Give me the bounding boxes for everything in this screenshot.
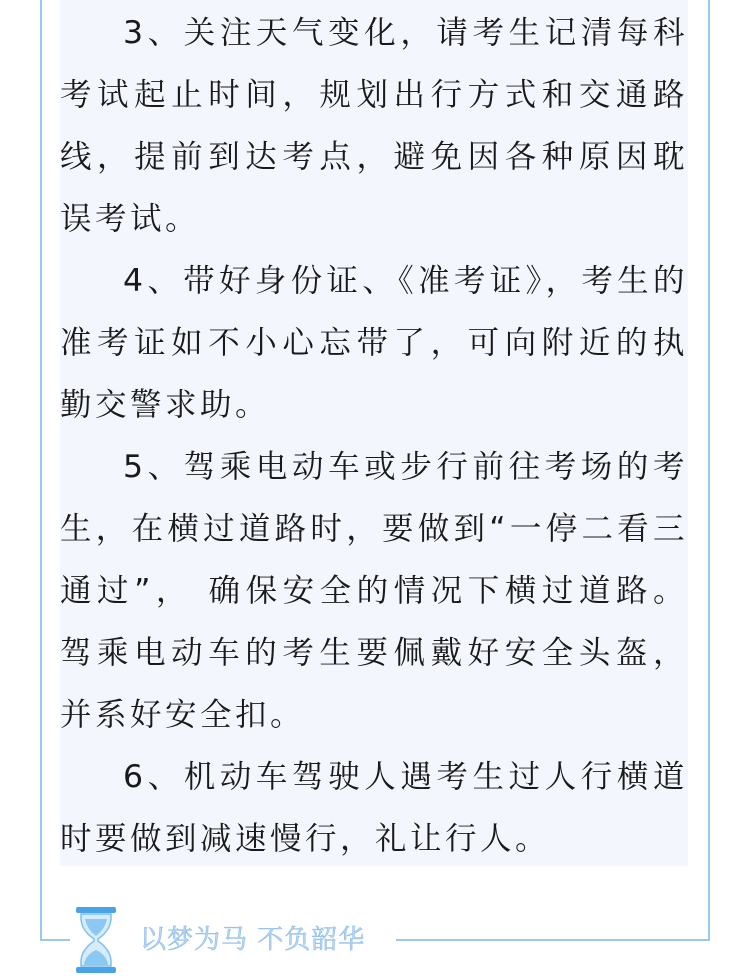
footer-divider-left <box>40 939 70 941</box>
article-text <box>60 0 688 870</box>
frame-left-border <box>40 0 42 940</box>
paragraph-drivers: 6、机动车驾驶人遇考生过人行横道时要做到减速慢行，礼让行人。 <box>60 759 688 857</box>
footer-slogan: 以梦为马 不负韶华 <box>140 925 366 955</box>
paragraph-crossing: 5、驾乘电动车或步行前往考场的考生，在横过道路时，要做到“一停二看三通过”， 确保安全的情况下横过道路。驾乘电动车的考生要佩戴好安全头盔，并系好安全扣。 <box>60 449 688 733</box>
footer-divider-right <box>396 939 710 941</box>
article-content <box>60 0 688 866</box>
hourglass-icon <box>74 906 118 974</box>
paragraph-documents: 4、带好身份证、《准考证》，考生的准考证如不小心忘带了，可向附近的执勤交警求助。 <box>60 263 688 423</box>
frame-right-border <box>708 0 710 940</box>
paragraph-weather: 3、关注天气变化，请考生记清每科考试起止时间，规划出行方式和交通路线，提前到达考点，避免因各种原因耽误考试。 <box>60 15 688 237</box>
